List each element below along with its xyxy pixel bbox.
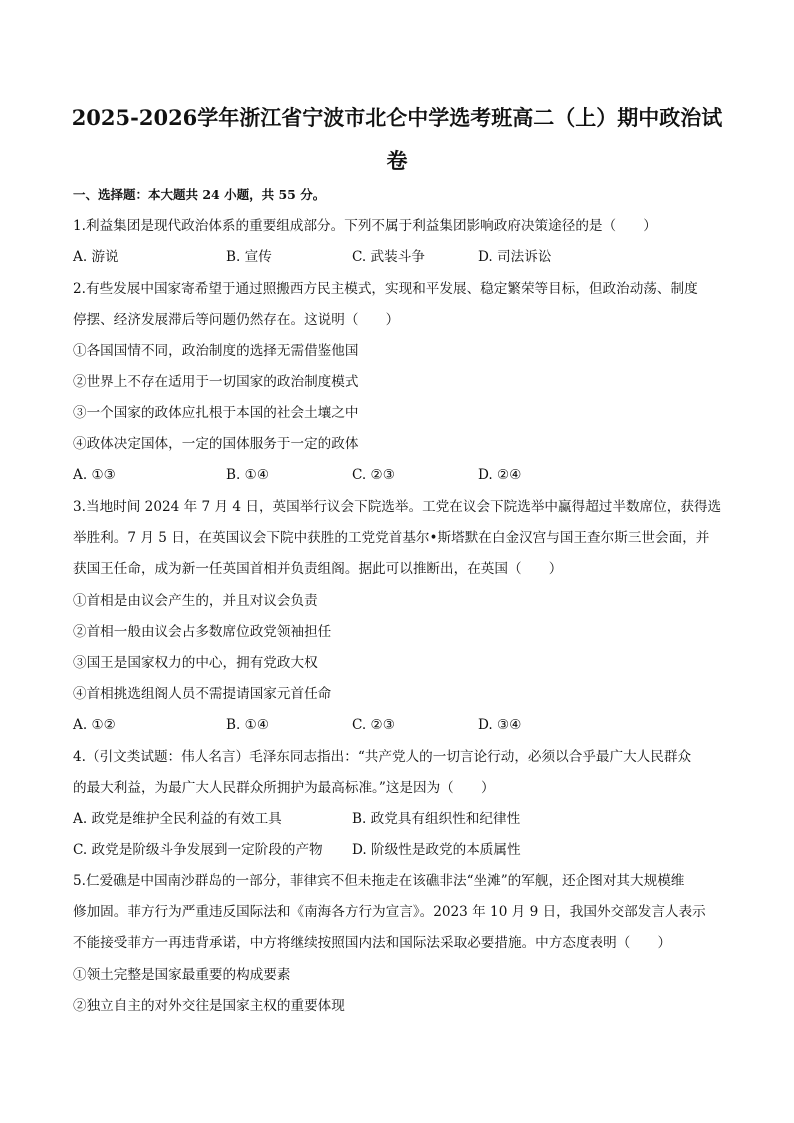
q3-stem-line3: 获国王任命，成为新一任英国首相并负责组阁。据此可以推断出，在英国（ ） xyxy=(73,561,563,577)
q3-item-2: ②首相一般由议会占多数席位政党领袖担任 xyxy=(73,624,332,640)
q2-item-4: ④政体决定国体，一定的国体服务于一定的政体 xyxy=(73,436,359,452)
q1-option-b[interactable]: B. 宣传 xyxy=(226,249,272,265)
q4-option-a[interactable]: A. 政党是维护全民利益的有效工具 xyxy=(73,811,282,827)
q3-stem-line1: 3.当地时间 2024 年 7 月 4 日，英国举行议会下院选举。工党在议会下院选举中赢得超过半数席位，获得选 xyxy=(73,499,722,515)
q1-option-a[interactable]: A. 游说 xyxy=(73,249,119,265)
q2-item-3: ③一个国家的政体应扎根于本国的社会土壤之中 xyxy=(73,405,359,421)
q3-option-a[interactable]: A. ①② xyxy=(73,717,116,733)
q2-option-d[interactable]: D. ②④ xyxy=(478,467,522,483)
q2-stem-line1: 2.有些发展中国家寄希望于通过照搬西方民主模式，实现和平发展、稳定繁荣等目标，但政治动荡、制度 xyxy=(73,281,698,297)
q4-option-b[interactable]: B. 政党具有组织性和纪律性 xyxy=(352,811,521,827)
q5-item-2: ②独立自主的对外交往是国家主权的重要体现 xyxy=(73,998,345,1014)
q2-stem-line2: 停摆、经济发展滞后等问题仍然存在。这说明（ ） xyxy=(73,312,400,328)
q4-option-d[interactable]: D. 阶级性是政党的本质属性 xyxy=(352,842,521,858)
q4-stem-line2: 的最大利益，为最广大人民群众所拥护为最高标准。”这是因为（ ） xyxy=(73,780,495,796)
q5-stem-line1: 5.仁爱礁是中国南沙群岛的一部分，菲律宾不但未拖走在该礁非法“坐滩”的军舰，还企图对其大规模维 xyxy=(73,873,685,889)
section-header: 一、选择题：本大题共 24 小题，共 55 分。 xyxy=(73,187,326,202)
q3-option-b[interactable]: B. ①④ xyxy=(226,717,270,733)
q2-options xyxy=(73,466,723,484)
q3-stem-line2: 举胜利。7 月 5 日，在英国议会下院中获胜的工党党首基尔•斯塔默在白金汉宫与国王查尔斯三世会面，并 xyxy=(73,530,710,546)
q3-option-c[interactable]: C. ②③ xyxy=(352,717,395,733)
q1-option-d[interactable]: D. 司法诉讼 xyxy=(478,249,552,265)
q2-item-1: ①各国国情不同，政治制度的选择无需借鉴他国 xyxy=(73,343,359,359)
q2-option-a[interactable]: A. ①③ xyxy=(73,467,116,483)
q1-option-c[interactable]: C. 武装斗争 xyxy=(352,249,425,265)
q2-option-c[interactable]: C. ②③ xyxy=(352,467,395,483)
q4-options-row1 xyxy=(73,810,723,828)
q2-option-b[interactable]: B. ①④ xyxy=(226,467,270,483)
q4-options-row2 xyxy=(73,841,723,859)
exam-title-line1: 2025-2026学年浙江省宁波市北仑中学选考班高二（上）期中政治试 xyxy=(71,105,723,130)
exam-title-line2: 卷 xyxy=(386,148,408,173)
q4-option-c[interactable]: C. 政党是阶级斗争发展到一定阶段的产物 xyxy=(73,842,323,858)
q3-item-1: ①首相是由议会产生的，并且对议会负责 xyxy=(73,593,318,609)
q1-options xyxy=(73,248,723,266)
q2-item-2: ②世界上不存在适用于一切国家的政治制度模式 xyxy=(73,374,359,390)
q5-item-1: ①领土完整是国家最重要的构成要素 xyxy=(73,967,291,983)
q3-item-3: ③国王是国家权力的中心，拥有党政大权 xyxy=(73,655,318,671)
q3-options xyxy=(73,716,723,734)
q5-stem-line3: 不能接受菲方一再违背承诺，中方将继续按照国内法和国际法采取必要措施。中方态度表明（ ） xyxy=(73,935,672,951)
q1-stem: 1.利益集团是现代政治体系的重要组成部分。下列不属于利益集团影响政府决策途径的是（ ） xyxy=(73,218,657,234)
q5-stem-line2: 修加固。菲方行为严重违反国际法和《南海各方行为宣言》。2023 年 10 月 9 日，我国外交部发言人表示 xyxy=(73,904,706,920)
q4-stem-line1: 4.（引文类试题：伟人名言）毛泽东同志指出：“共产党人的一切言论行动，必须以合乎最广大人民群众 xyxy=(73,749,692,765)
q3-item-4: ④首相挑选组阁人员不需提请国家元首任命 xyxy=(73,686,332,702)
q3-option-d[interactable]: D. ③④ xyxy=(478,717,522,733)
